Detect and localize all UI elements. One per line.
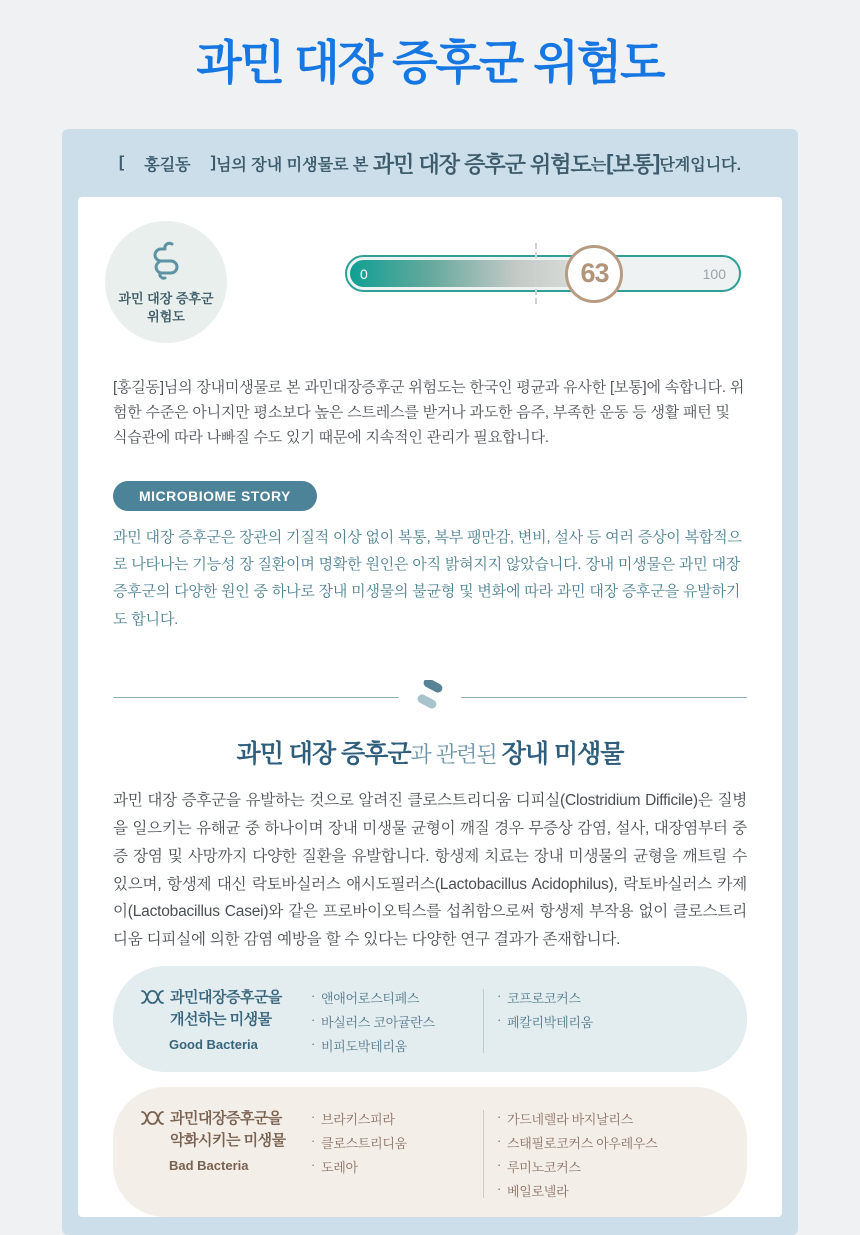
risk-circle-label-line1: 과민 대장 증후군 [118, 290, 214, 306]
headline-tail: 단계입니다. [659, 156, 742, 174]
gauge-section [113, 197, 747, 372]
good-bacteria-col2 [484, 987, 593, 1031]
headline-lead: 님의 장내 미생물로 본 [215, 156, 369, 174]
gauge-max-label: 100 [702, 265, 726, 282]
gauge-fill [350, 260, 593, 287]
bad-bacteria-subtitle: Bad Bacteria [169, 1157, 249, 1173]
bad-title-line1: 과민대장증후군을 [170, 1110, 282, 1128]
risk-circle-label-line2: 위험도 [147, 308, 185, 324]
bacteria-item: · 스태필로코커스 아우레우스 [497, 1133, 658, 1152]
bad-title-line2: 악화시키는 미생물 [170, 1131, 286, 1149]
risk-gauge [345, 255, 741, 292]
bacteria-item: · 페칼리박테리움 [497, 1012, 593, 1031]
headline-particle: 는 [590, 156, 607, 174]
dna-icon [141, 1111, 164, 1130]
bad-bacteria-title [170, 1108, 286, 1151]
bacteria-item: · 브라키스피라 [311, 1109, 395, 1128]
risk-summary-text: [홍길동]님의 장내미생물로 본 과민대장증후군 위험도는 한국인 평균과 유사한 [보통]에 속합니다. 위험한 수준은 아니지만 평소보다 높은 스트레스를 받거나 과도한 음주, 부족한 운동 등 생활 패턴 및 식습관에 따라 나빠질 수도 있기 때문에 지속적인 관리가 필요합니다. [113, 379, 745, 446]
bacteria-item: · 코프로코커스 [497, 988, 581, 1007]
microbiome-story-text: 과민 대장 증후군은 장관의 기질적 이상 없이 복통, 복부 팽만감, 변비, 설사 등 여러 증상이 복합적으로 나타나는 기능성 장 질환이며 명확한 원인은 아직 밝혀지지 않았습니다. 장내 미생물은 과민 대장 증후군의 다양한 원인 중 하나로 장내 미생물의 불균형 및 변화에 따라 과민 대장 증후군을 유발하기도 합니다. [113, 528, 742, 628]
report-card [62, 129, 798, 1235]
bad-bacteria-col2 [484, 1108, 657, 1200]
bacteria-item: · 클로스트리디움 [311, 1133, 407, 1152]
related-body-text: 과민 대장 증후군을 유발하는 것으로 알려진 클로스트리디움 디피실(Clostridium Difficile)은 질병을 일으키는 유해균 중 하나이며 장내 미생물 균형이 깨질 경우 무증상 감염, 설사, 대장염부터 중증 장염 및 사망까지 다양한 질환을 유발합니다. 항생제 치료는 장내 미생물의 균형을 깨트릴 수 있으며, 항생제 대신 락토바실러스 애시도필러스(Lactobacillus Acidophilus), 락토바실러스 카제이(Lactobacillus Casei)와 같은 프로바이오틱스를 섭취함으로써 항생제 부작용 없이 클로스트리디움 디피실에 의한 감염 예방을 할 수 있다는 다양한 연구 결과가 존재합니다. [113, 791, 747, 949]
intestine-icon [145, 239, 187, 286]
bad-bacteria-box [113, 1087, 747, 1217]
report-panel [78, 197, 782, 1217]
gauge-value-marker [565, 245, 623, 303]
good-bacteria-title [170, 987, 282, 1030]
page-title: 과민 대장 증후군 위험도 [196, 36, 664, 89]
bad-bacteria-label [141, 1108, 299, 1173]
gauge-min-label: 0 [360, 265, 368, 282]
bacteria-item: · 앤애어로스티페스 [311, 988, 420, 1007]
headline-open-bracket: [ [118, 154, 125, 171]
dna-icon [141, 990, 164, 1009]
bacteria-item: · 도레아 [311, 1157, 358, 1176]
risk-level-value: 보통 [612, 151, 654, 177]
microbiome-story-badge: MICROBIOME STORY [113, 481, 317, 511]
related-title-bold2: 장내 미생물 [501, 739, 624, 768]
good-bacteria-label [141, 987, 299, 1052]
bacteria-item: · 바실러스 코아귤란스 [311, 1012, 435, 1031]
divider-line-left [113, 697, 399, 698]
gauge-track [345, 255, 741, 292]
bacteria-item: · 비피도박테리움 [311, 1036, 407, 1055]
section-divider [113, 680, 747, 715]
good-bacteria-subtitle: Good Bacteria [169, 1036, 258, 1052]
divider-line-right [461, 697, 747, 698]
bacteria-item: · 가드네렐라 바지날리스 [497, 1109, 633, 1128]
risk-circle-label [118, 290, 213, 325]
good-title-line1: 과민대장증후군을 [170, 989, 282, 1007]
good-bacteria-box [113, 966, 747, 1072]
bacteria-item: · 루미노코커스 [497, 1157, 581, 1176]
related-title-bold1: 과민 대장 증후군 [236, 739, 411, 768]
good-title-line2: 개선하는 미생물 [170, 1010, 272, 1028]
good-bacteria-col1 [311, 987, 483, 1055]
headline-close-bracket: ] [210, 154, 216, 171]
capsule-icon [413, 680, 447, 715]
level-close-bracket: ] [653, 150, 660, 175]
bad-bacteria-col1 [311, 1108, 483, 1176]
headline-risk-label: 과민 대장 증후군 위험도 [372, 151, 591, 177]
gauge-average-line [535, 243, 537, 304]
user-name: 홍길동 [144, 156, 191, 174]
related-title-regular: 과 관련된 [410, 741, 502, 767]
report-headline [78, 129, 782, 197]
related-section-title [113, 734, 747, 770]
risk-score-circle [105, 221, 227, 343]
bacteria-item: · 베일로넬라 [497, 1181, 569, 1200]
level-open-bracket: [ [606, 150, 613, 175]
gauge-value: 63 [580, 258, 609, 288]
